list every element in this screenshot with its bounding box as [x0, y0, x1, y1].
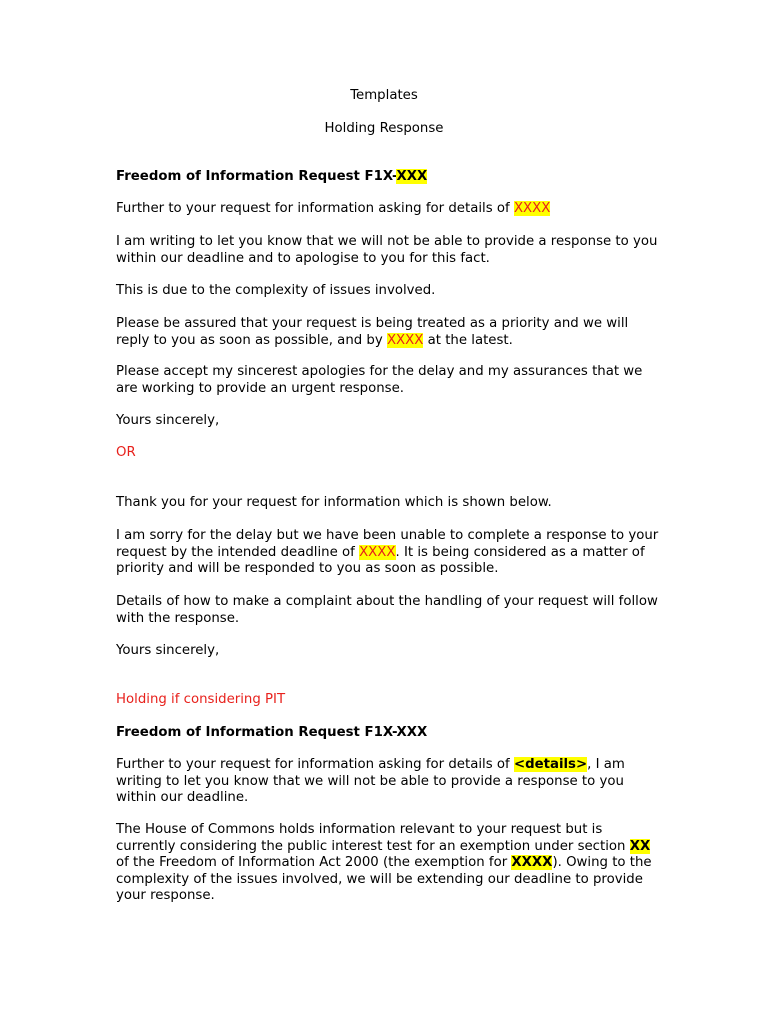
section1-heading — [116, 169, 661, 186]
placeholder-xxxx: XXXX — [386, 332, 424, 348]
document-subtitle: Holding Response — [324, 121, 444, 136]
section1-paragraph-5: Please accept my sincerest apologies for the delay and my assurances that we are working to provide an urgent response. — [116, 364, 643, 396]
placeholder-xxxx: XXXX — [513, 201, 551, 216]
placeholder-xxxx: XXXX — [359, 544, 396, 560]
document-title: Templates — [350, 88, 418, 103]
section1-paragraph-1 — [116, 201, 661, 218]
section1-heading-code: XXX — [396, 169, 428, 184]
section3-p2-part1: The House of Commons holds information relevant to your request but is currently considering the public interest test for an exemption under section — [116, 822, 630, 854]
placeholder-details: <details> — [513, 757, 588, 772]
section3-p1-after: , I am writing to let you know that we will not be able to provide a response to you within our deadline. — [116, 757, 625, 805]
section2-p2-after: . It is being considered as a matter of priority and will be responded to you as soon as possible. — [116, 544, 645, 576]
placeholder-xxxx: XXXX — [511, 855, 553, 870]
section1-p1-text: Further to your request for information asking for details of — [116, 201, 514, 216]
section1-paragraph-2: I am writing to let you know that we will not be able to provide a response to you within our deadline and to apologise to you for this fact. — [116, 234, 658, 266]
section2-paragraph-2 — [116, 528, 661, 578]
section1-paragraph-3: This is due to the complexity of issues involved. — [116, 283, 436, 298]
section2-paragraph-3: Details of how to make a complaint about the handling of your request will follow with the response. — [116, 594, 658, 626]
section1-p4-after: at the latest. — [423, 332, 513, 348]
section2-signoff: Yours sincerely, — [116, 643, 220, 658]
section3-p1-before: Further to your request for information asking for details of — [116, 757, 514, 772]
or-label: OR — [116, 445, 136, 460]
section3-p2-part3: ). Owing to the complexity of the issues involved, we will be extending our deadline to provide your response. — [116, 855, 652, 903]
section3-label: Holding if considering PIT — [116, 692, 286, 707]
section3-p2-part2: of the Freedom of Information Act 2000 (the exemption for — [116, 855, 512, 870]
section3-paragraph-2 — [116, 822, 661, 905]
section2-p2-before: I am sorry for the delay but we have been unable to complete a response to your request by the intended deadline of — [116, 528, 659, 560]
placeholder-xx: XX — [629, 838, 651, 854]
section1-signoff: Yours sincerely, — [116, 413, 220, 428]
section3-heading: Freedom of Information Request F1X-XXX — [116, 725, 428, 740]
section1-paragraph-4 — [116, 316, 661, 349]
section1-heading-prefix: Freedom of Information Request F1X- — [116, 169, 397, 184]
section2-paragraph-1: Thank you for your request for information which is shown below. — [116, 495, 552, 510]
section1-p4-before: Please be assured that your request is being treated as a priority and we will reply to you as soon as possible, and by — [116, 316, 629, 348]
section3-paragraph-1 — [116, 757, 661, 807]
